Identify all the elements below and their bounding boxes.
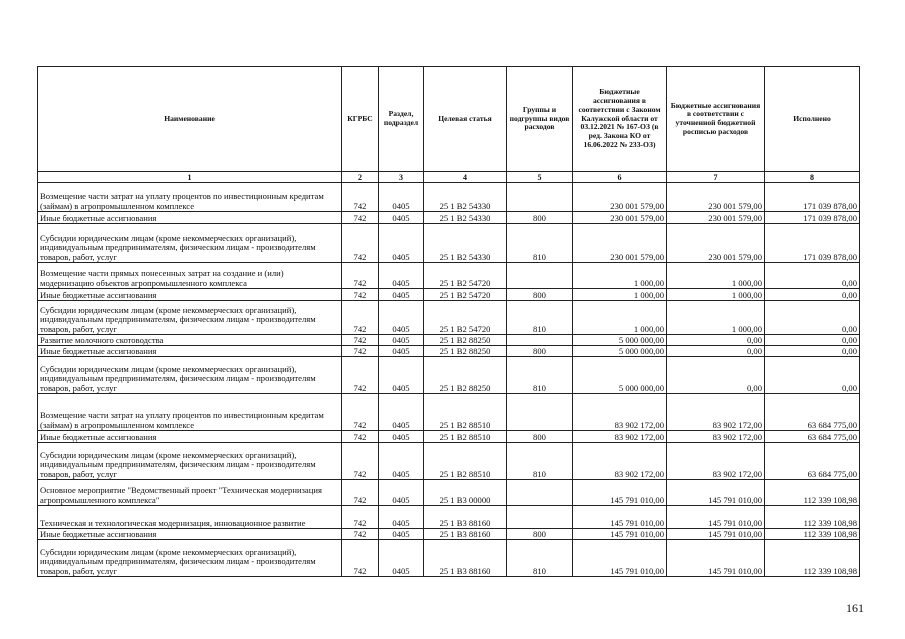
row-section: 0405 [379, 289, 424, 301]
table-row [38, 289, 860, 301]
row-group: 800 [507, 289, 573, 301]
row-group: 800 [507, 212, 573, 224]
row-name: Основное мероприятие "Ведомственный проект "Техническая модернизация агропромышленного комплекса" [38, 480, 342, 506]
row-target: 25 1 В2 54720 [424, 289, 507, 301]
row-executed: 0,00 [765, 301, 860, 335]
row-target: 25 1 В2 54330 [424, 183, 507, 212]
row-target: 25 1 В3 88160 [424, 506, 507, 529]
row-executed: 0,00 [765, 357, 860, 394]
row-group [507, 263, 573, 289]
row-section: 0405 [379, 394, 424, 431]
row-name: Иные бюджетные ассигнования [38, 346, 342, 357]
header-name: Наименование [38, 67, 342, 172]
row-kgrbs: 742 [342, 443, 379, 480]
row-executed: 63 684 775,00 [765, 443, 860, 480]
table-row [38, 431, 860, 443]
row-name: Иные бюджетные ассигнования [38, 289, 342, 301]
table-row [38, 263, 860, 289]
row-executed: 171 039 878,00 [765, 212, 860, 224]
row-law-allocation: 83 902 172,00 [573, 443, 667, 480]
row-name: Субсидии юридическим лицам (кроме некоммерческих организаций), индивидуальным предпринимателям, физическим лицам - производителям товаров, работ, услуг [38, 224, 342, 263]
table-row [38, 224, 860, 263]
row-law-allocation: 5 000 000,00 [573, 335, 667, 346]
row-name: Возмещение части затрат на уплату процентов по инвестиционным кредитам (займам) в агропромышленном комплексе [38, 394, 342, 431]
header-section: Раздел, подраздел [379, 67, 424, 172]
row-law-allocation: 1 000,00 [573, 301, 667, 335]
table-row [38, 346, 860, 357]
row-target: 25 1 В3 88160 [424, 540, 507, 577]
row-law-allocation: 145 791 010,00 [573, 529, 667, 540]
row-law-allocation: 5 000 000,00 [573, 346, 667, 357]
row-roster-allocation: 145 791 010,00 [667, 506, 765, 529]
row-roster-allocation: 83 902 172,00 [667, 394, 765, 431]
row-law-allocation: 5 000 000,00 [573, 357, 667, 394]
row-group: 800 [507, 346, 573, 357]
row-name: Возмещение части прямых понесенных затрат на создание и (или) модернизацию объектов агропромышленного комплекса [38, 263, 342, 289]
table-row [38, 212, 860, 224]
table-row [38, 443, 860, 480]
row-roster-allocation: 145 791 010,00 [667, 529, 765, 540]
header-row [38, 67, 860, 172]
table-row [38, 480, 860, 506]
row-section: 0405 [379, 357, 424, 394]
row-roster-allocation: 1 000,00 [667, 301, 765, 335]
header-kgrbs: КГРБС [342, 67, 379, 172]
column-number: 5 [507, 172, 573, 183]
row-law-allocation: 230 001 579,00 [573, 224, 667, 263]
row-roster-allocation: 1 000,00 [667, 289, 765, 301]
column-number: 7 [667, 172, 765, 183]
column-number: 4 [424, 172, 507, 183]
row-name: Иные бюджетные ассигнования [38, 212, 342, 224]
row-section: 0405 [379, 431, 424, 443]
row-kgrbs: 742 [342, 357, 379, 394]
row-law-allocation: 83 902 172,00 [573, 431, 667, 443]
row-kgrbs: 742 [342, 212, 379, 224]
header-executed: Исполнено [765, 67, 860, 172]
row-roster-allocation: 83 902 172,00 [667, 443, 765, 480]
row-name: Субсидии юридическим лицам (кроме некоммерческих организаций), индивидуальным предпринимателям, физическим лицам - производителям товаров, работ, услуг [38, 301, 342, 335]
row-group: 810 [507, 357, 573, 394]
row-law-allocation: 1 000,00 [573, 263, 667, 289]
row-target: 25 1 В2 88510 [424, 394, 507, 431]
row-executed: 0,00 [765, 335, 860, 346]
page-number: 161 [846, 601, 864, 615]
row-kgrbs: 742 [342, 335, 379, 346]
row-group [507, 183, 573, 212]
row-section: 0405 [379, 224, 424, 263]
row-group: 810 [507, 224, 573, 263]
row-law-allocation: 230 001 579,00 [573, 183, 667, 212]
row-kgrbs: 742 [342, 346, 379, 357]
row-target: 25 1 В2 88250 [424, 357, 507, 394]
row-roster-allocation: 0,00 [667, 335, 765, 346]
row-group: 810 [507, 443, 573, 480]
row-law-allocation: 83 902 172,00 [573, 394, 667, 431]
row-kgrbs: 742 [342, 431, 379, 443]
row-roster-allocation: 230 001 579,00 [667, 212, 765, 224]
row-executed: 112 339 108,98 [765, 540, 860, 577]
row-target: 25 1 В2 88510 [424, 443, 507, 480]
row-group [507, 335, 573, 346]
row-law-allocation: 230 001 579,00 [573, 212, 667, 224]
row-target: 25 1 В2 54720 [424, 301, 507, 335]
row-name: Развитие молочного скотоводства [38, 335, 342, 346]
row-roster-allocation: 230 001 579,00 [667, 224, 765, 263]
table-row [38, 335, 860, 346]
row-section: 0405 [379, 540, 424, 577]
column-number: 3 [379, 172, 424, 183]
row-law-allocation: 145 791 010,00 [573, 506, 667, 529]
row-roster-allocation: 0,00 [667, 357, 765, 394]
row-group: 810 [507, 301, 573, 335]
row-kgrbs: 742 [342, 480, 379, 506]
row-section: 0405 [379, 212, 424, 224]
row-group [507, 506, 573, 529]
row-roster-allocation: 230 001 579,00 [667, 183, 765, 212]
row-section: 0405 [379, 263, 424, 289]
row-name: Субсидии юридическим лицам (кроме некоммерческих организаций), индивидуальным предпринимателям, физическим лицам - производителям товаров, работ, услуг [38, 443, 342, 480]
row-name: Иные бюджетные ассигнования [38, 431, 342, 443]
row-group [507, 480, 573, 506]
row-law-allocation: 145 791 010,00 [573, 480, 667, 506]
row-roster-allocation: 145 791 010,00 [667, 480, 765, 506]
row-law-allocation: 145 791 010,00 [573, 540, 667, 577]
row-group: 800 [507, 431, 573, 443]
table-row [38, 357, 860, 394]
row-group [507, 394, 573, 431]
column-number: 8 [765, 172, 860, 183]
row-executed: 0,00 [765, 289, 860, 301]
row-name: Субсидии юридическим лицам (кроме некоммерческих организаций), индивидуальным предпринимателям, физическим лицам - производителям товаров, работ, услуг [38, 540, 342, 577]
row-section: 0405 [379, 443, 424, 480]
row-target: 25 1 В2 54330 [424, 212, 507, 224]
row-target: 25 1 В2 54330 [424, 224, 507, 263]
row-executed: 171 039 878,00 [765, 224, 860, 263]
row-target: 25 1 В3 00000 [424, 480, 507, 506]
row-executed: 112 339 108,98 [765, 506, 860, 529]
row-name: Иные бюджетные ассигнования [38, 529, 342, 540]
row-kgrbs: 742 [342, 183, 379, 212]
row-executed: 0,00 [765, 346, 860, 357]
row-kgrbs: 742 [342, 540, 379, 577]
row-section: 0405 [379, 346, 424, 357]
row-kgrbs: 742 [342, 289, 379, 301]
row-executed: 171 039 878,00 [765, 183, 860, 212]
header-group: Группы и подгруппы видов расходов [507, 67, 573, 172]
table-row [38, 394, 860, 431]
row-executed: 112 339 108,98 [765, 480, 860, 506]
row-kgrbs: 742 [342, 529, 379, 540]
row-roster-allocation: 145 791 010,00 [667, 540, 765, 577]
row-target: 25 1 В2 88250 [424, 346, 507, 357]
table-row [38, 506, 860, 529]
row-target: 25 1 В3 88160 [424, 529, 507, 540]
row-kgrbs: 742 [342, 263, 379, 289]
row-kgrbs: 742 [342, 301, 379, 335]
row-name: Возмещение части затрат на уплату процентов по инвестиционным кредитам (займам) в агропромышленном комплексе [38, 183, 342, 212]
table-row [38, 301, 860, 335]
row-executed: 63 684 775,00 [765, 431, 860, 443]
row-target: 25 1 В2 88250 [424, 335, 507, 346]
row-executed: 63 684 775,00 [765, 394, 860, 431]
row-section: 0405 [379, 335, 424, 346]
row-target: 25 1 В2 88510 [424, 431, 507, 443]
column-number: 1 [38, 172, 342, 183]
row-section: 0405 [379, 480, 424, 506]
table-row [38, 529, 860, 540]
row-executed: 112 339 108,98 [765, 529, 860, 540]
table-row [38, 183, 860, 212]
header-target: Целевая статья [424, 67, 507, 172]
row-group: 810 [507, 540, 573, 577]
table-row [38, 540, 860, 577]
row-name: Субсидии юридическим лицам (кроме некоммерческих организаций), индивидуальным предпринимателям, физическим лицам - производителям товаров, работ, услуг [38, 357, 342, 394]
row-roster-allocation: 83 902 172,00 [667, 431, 765, 443]
column-number-row [38, 172, 860, 183]
row-kgrbs: 742 [342, 224, 379, 263]
row-group: 800 [507, 529, 573, 540]
row-executed: 0,00 [765, 263, 860, 289]
row-kgrbs: 742 [342, 394, 379, 431]
header-roster-allocations: Бюджетные ассигнования в соответствии с уточненной бюджетной росписью расходов [667, 67, 765, 172]
row-roster-allocation: 1 000,00 [667, 263, 765, 289]
row-section: 0405 [379, 183, 424, 212]
row-roster-allocation: 0,00 [667, 346, 765, 357]
row-section: 0405 [379, 301, 424, 335]
header-law-allocations: Бюджетные ассигнования в соответствии с Законом Калужской области от 03.12.2021 № 167-ОЗ (в ред. Закона КО от 16.06.2022 № 233-ОЗ) [573, 67, 667, 172]
column-number: 6 [573, 172, 667, 183]
row-law-allocation: 1 000,00 [573, 289, 667, 301]
row-kgrbs: 742 [342, 506, 379, 529]
column-number: 2 [342, 172, 379, 183]
row-section: 0405 [379, 506, 424, 529]
row-section: 0405 [379, 529, 424, 540]
budget-table [37, 66, 860, 577]
row-name: Техническая и технологическая модернизация, инновационное развитие [38, 506, 342, 529]
row-target: 25 1 В2 54720 [424, 263, 507, 289]
